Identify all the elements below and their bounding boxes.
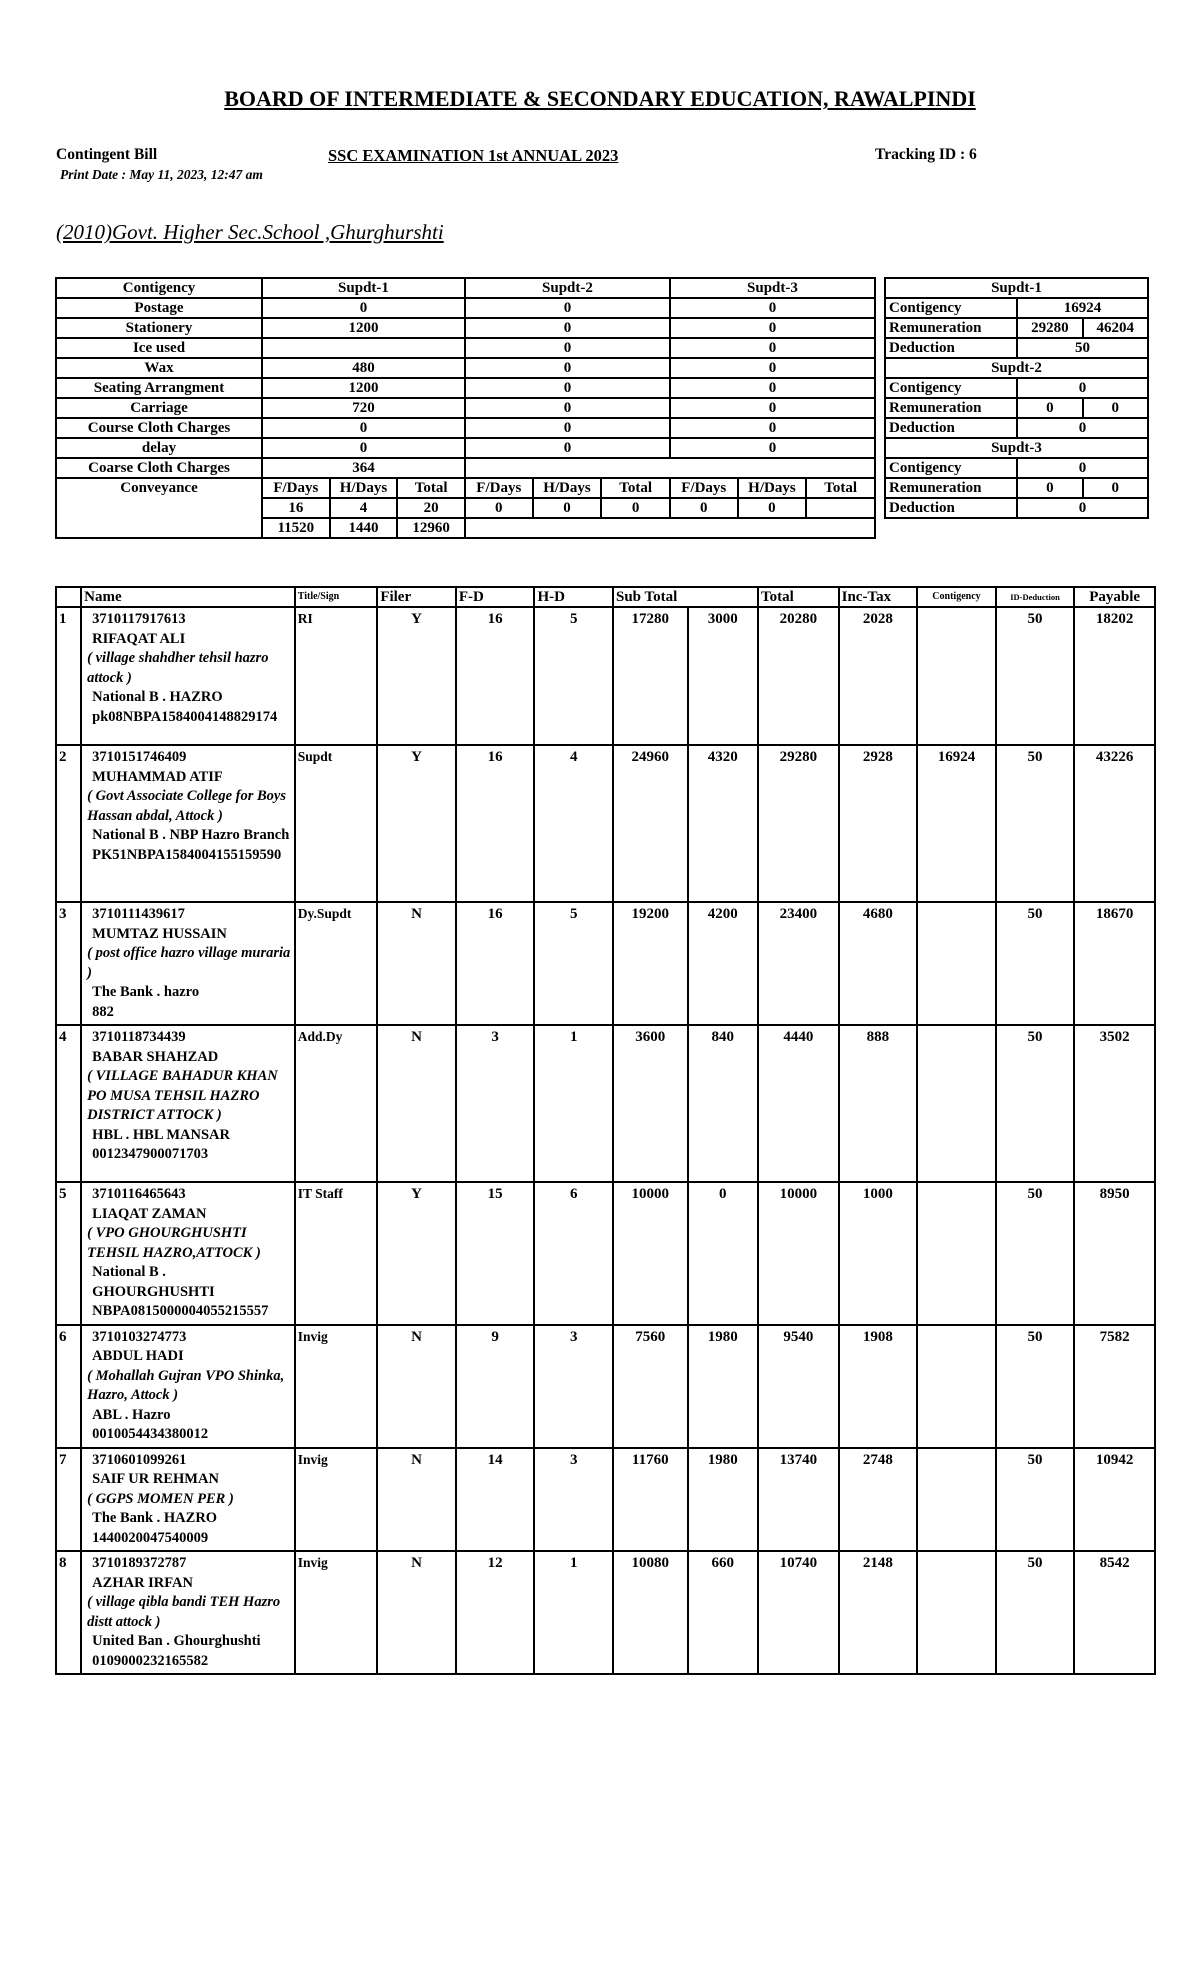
conv-header: H/Days <box>533 478 602 498</box>
conv-s3-days: 0 <box>738 498 807 518</box>
supdt1-value: 0 <box>262 438 465 458</box>
account-number: pk08NBPA1584004148829174 <box>92 708 278 725</box>
half-days: 6 <box>534 1182 613 1325</box>
payable: 7582 <box>1074 1325 1155 1448</box>
supdt1-value: 720 <box>262 398 465 418</box>
contingency-row <box>56 438 875 458</box>
total: 29280 <box>758 745 839 902</box>
staff-name: MUHAMMAD ATIF <box>92 768 223 785</box>
subtotal-1: 3600 <box>613 1025 688 1182</box>
conv-s2-days: 0 <box>601 498 670 518</box>
conv-s1-days: 4 <box>330 498 398 518</box>
supdt2-value: 0 <box>465 398 670 418</box>
deduction-value: 0 <box>1017 498 1148 518</box>
contingency-table <box>55 277 876 539</box>
subtotal-2: 3000 <box>688 607 759 745</box>
row-label: Wax <box>56 358 262 378</box>
staff-header-row <box>56 587 1155 607</box>
coarse-row <box>56 458 875 478</box>
bank-name: National B . HAZRO <box>92 689 223 705</box>
staff-details <box>81 902 295 1025</box>
contigency-value: 0 <box>1017 378 1148 398</box>
board-title: BOARD OF INTERMEDIATE & SECONDARY EDUCATION, RAWALPINDI <box>224 86 976 111</box>
payable: 10942 <box>1074 1448 1155 1552</box>
summary-title-row <box>885 278 1148 298</box>
half-days: 5 <box>534 607 613 745</box>
summary-title: Supdt-1 <box>885 278 1148 298</box>
contigency <box>917 1448 996 1552</box>
cnic: 3710118734439 <box>92 1029 186 1045</box>
id-deduction: 50 <box>996 745 1075 902</box>
conv-header: Total <box>806 478 875 498</box>
supdt1-value: 1200 <box>262 318 465 338</box>
half-days: 3 <box>534 1448 613 1552</box>
conv-s2-days: 0 <box>465 498 533 518</box>
remuneration-label: Remuneration <box>885 398 1017 418</box>
filer: Y <box>377 607 456 745</box>
summary-table <box>884 277 1149 519</box>
subtotal-1: 10000 <box>613 1182 688 1325</box>
row-label: Ice used <box>56 338 262 358</box>
conv-s1-amount: 1440 <box>330 518 398 538</box>
income-tax: 4680 <box>839 902 918 1025</box>
full-days: 12 <box>456 1551 535 1674</box>
summary-title-row <box>885 358 1148 378</box>
summary-deduction-row <box>885 418 1148 438</box>
subtotal-1: 17280 <box>613 607 688 745</box>
title-sign: Add.Dy <box>295 1025 378 1182</box>
supdt2-value: 0 <box>465 298 670 318</box>
contigency <box>917 1182 996 1325</box>
conv-header: F/Days <box>262 478 330 498</box>
contingency-label-header: Contigency <box>56 278 262 298</box>
income-tax: 2928 <box>839 745 918 902</box>
row-label: Coarse Cloth Charges <box>56 458 262 478</box>
summary-title: Supdt-3 <box>885 438 1148 458</box>
header-payable: Payable <box>1074 587 1155 607</box>
payable: 8950 <box>1074 1182 1155 1325</box>
cnic: 3710601099261 <box>92 1451 187 1468</box>
cnic: 3710103274773 <box>92 1328 187 1345</box>
conv-header: F/Days <box>465 478 533 498</box>
id-deduction: 50 <box>996 607 1075 745</box>
contigency <box>917 1025 996 1182</box>
summary-deduction-row <box>885 338 1148 358</box>
total: 10000 <box>758 1182 839 1325</box>
account-number: PK51NBPA1584004155159590 <box>92 846 282 863</box>
staff-row <box>56 1025 1155 1182</box>
staff-details <box>81 1325 295 1448</box>
cnic: 3710111439617 <box>92 906 185 922</box>
row-label: Postage <box>56 298 262 318</box>
filer: N <box>377 1025 456 1182</box>
conveyance-header-row <box>56 478 875 498</box>
title-sign: Supdt <box>295 745 378 902</box>
blank <box>465 518 875 538</box>
id-deduction: 50 <box>996 1025 1075 1182</box>
staff-row <box>56 1182 1155 1325</box>
supdt3-value: 0 <box>670 298 875 318</box>
title-sign: Invig <box>295 1551 378 1674</box>
staff-details <box>81 1025 295 1182</box>
contigency <box>917 607 996 745</box>
filer: N <box>377 1448 456 1552</box>
row-label: Carriage <box>56 398 262 418</box>
subtotal-2: 840 <box>688 1025 759 1182</box>
contingency-header-row <box>56 278 875 298</box>
subtotal-2: 1980 <box>688 1448 759 1552</box>
row-number: 5 <box>56 1182 81 1325</box>
staff-details <box>81 1551 295 1674</box>
conv-s1-amount: 11520 <box>262 518 330 538</box>
payable: 18670 <box>1074 902 1155 1025</box>
conv-s1-days: 16 <box>262 498 330 518</box>
exam-title: SSC EXAMINATION 1st ANNUAL 2023 <box>328 146 619 165</box>
title-sign: Invig <box>295 1448 378 1552</box>
staff-address: ( VPO GHOURGHUSHTI TEHSIL HAZRO,ATTOCK ) <box>87 1225 261 1261</box>
bill-type: Contingent Bill <box>56 146 158 163</box>
deduction-label: Deduction <box>885 338 1017 358</box>
staff-address: ( post office hazro village muraria ) <box>87 945 291 981</box>
total: 13740 <box>758 1448 839 1552</box>
remuneration-value: 0 <box>1017 398 1082 418</box>
contingency-row <box>56 358 875 378</box>
staff-details <box>81 607 295 745</box>
title-sign: RI <box>295 607 378 745</box>
deduction-value: 0 <box>1017 418 1148 438</box>
conv-header: Total <box>397 478 465 498</box>
id-deduction: 50 <box>996 1448 1075 1552</box>
contigency <box>917 902 996 1025</box>
title-sign: Invig <box>295 1325 378 1448</box>
staff-name: MUMTAZ HUSSAIN <box>92 925 227 942</box>
staff-address: ( village qibla bandi TEH Hazro distt attock ) <box>87 1594 281 1630</box>
staff-address: ( Govt Associate College for Boys Hassan abdal, Attock ) <box>87 788 286 824</box>
header-name: Name <box>81 587 295 607</box>
contigency-value: 16924 <box>1017 298 1148 318</box>
supdt1-value: 364 <box>262 458 465 478</box>
full-days: 16 <box>456 607 535 745</box>
supdt3-value: 0 <box>670 338 875 358</box>
summary-remuneration-row <box>885 478 1148 498</box>
title-sign: Dy.Supdt <box>295 902 378 1025</box>
total: 23400 <box>758 902 839 1025</box>
half-days: 5 <box>534 902 613 1025</box>
filer: N <box>377 1551 456 1674</box>
subtotal-2: 1980 <box>688 1325 759 1448</box>
supdt3-value: 0 <box>670 318 875 338</box>
staff-details <box>81 745 295 902</box>
print-date: Print Date : May 11, 2023, 12:47 am <box>60 167 263 182</box>
filer: N <box>377 1325 456 1448</box>
staff-row <box>56 745 1155 902</box>
supdt2-value: 0 <box>465 438 670 458</box>
bank-name: National B . GHOURGHUSHTI <box>92 1264 215 1300</box>
total: 9540 <box>758 1325 839 1448</box>
bank-name: United Ban . Ghourghushti <box>92 1633 261 1649</box>
subtotal-2: 4200 <box>688 902 759 1025</box>
staff-name: RIFAQAT ALI <box>92 630 186 647</box>
account-number: 0010054434380012 <box>92 1426 209 1442</box>
payable: 8542 <box>1074 1551 1155 1674</box>
supdt2-value: 0 <box>465 318 670 338</box>
supdt1-value <box>262 338 465 358</box>
contingency-row <box>56 378 875 398</box>
bank-name: National B . NBP Hazro Branch <box>92 827 290 843</box>
supdt3-value: 0 <box>670 358 875 378</box>
summary-contigency-row <box>885 378 1148 398</box>
supdt3-header: Supdt-3 <box>670 278 875 298</box>
supdt2-header: Supdt-2 <box>465 278 670 298</box>
summary-contigency-row <box>885 298 1148 318</box>
full-days: 16 <box>456 902 535 1025</box>
half-days: 3 <box>534 1325 613 1448</box>
payable: 3502 <box>1074 1025 1155 1182</box>
header-hd: H-D <box>534 587 613 607</box>
contigency-label: Contigency <box>885 458 1017 478</box>
bank-name: HBL . HBL MANSAR <box>92 1126 230 1143</box>
account-number: 0012347900071703 <box>92 1146 209 1162</box>
staff-details <box>81 1182 295 1325</box>
staff-row <box>56 1325 1155 1448</box>
id-deduction: 50 <box>996 1551 1075 1674</box>
supdt3-value: 0 <box>670 438 875 458</box>
income-tax: 2148 <box>839 1551 918 1674</box>
conv-s3-days: 0 <box>670 498 738 518</box>
row-number: 4 <box>56 1025 81 1182</box>
account-number: 1440020047540009 <box>92 1529 209 1546</box>
subtotal-2: 4320 <box>688 745 759 902</box>
full-days: 16 <box>456 745 535 902</box>
subtotal-1: 7560 <box>613 1325 688 1448</box>
payable: 43226 <box>1074 745 1155 902</box>
remuneration-label: Remuneration <box>885 478 1017 498</box>
supdt2-value: 0 <box>465 378 670 398</box>
supdt3-value: 0 <box>670 398 875 418</box>
header-filer: Filer <box>377 587 456 607</box>
full-days: 14 <box>456 1448 535 1552</box>
summary-title-row <box>885 438 1148 458</box>
contingency-row <box>56 338 875 358</box>
remuneration-label: Remuneration <box>885 318 1017 338</box>
supdt1-value: 1200 <box>262 378 465 398</box>
deduction-label: Deduction <box>885 418 1017 438</box>
row-number: 7 <box>56 1448 81 1552</box>
subtotal-2: 660 <box>688 1551 759 1674</box>
header-total: Total <box>758 587 839 607</box>
row-number: 8 <box>56 1551 81 1674</box>
filer: Y <box>377 745 456 902</box>
staff-row <box>56 607 1155 745</box>
contigency: 16924 <box>917 745 996 902</box>
deduction-label: Deduction <box>885 498 1017 518</box>
staff-name: BABAR SHAHZAD <box>92 1048 219 1065</box>
bank-name: The Bank . HAZRO <box>92 1510 218 1526</box>
account-number: 0109000232165582 <box>92 1652 209 1669</box>
account-number: NBPA0815000004055215557 <box>92 1303 269 1319</box>
remuneration-value: 0 <box>1017 478 1082 498</box>
payable: 18202 <box>1074 607 1155 745</box>
half-days: 1 <box>534 1025 613 1182</box>
income-tax: 1000 <box>839 1182 918 1325</box>
row-label: delay <box>56 438 262 458</box>
conv-header: H/Days <box>738 478 807 498</box>
staff-address: ( Mohallah Gujran VPO Shinka, Hazro, Attock ) <box>87 1367 285 1403</box>
full-days: 15 <box>456 1182 535 1325</box>
summary-remuneration-row <box>885 398 1148 418</box>
subtotal-1: 10080 <box>613 1551 688 1674</box>
deduction-value: 50 <box>1017 338 1148 358</box>
income-tax: 888 <box>839 1025 918 1182</box>
row-number: 6 <box>56 1325 81 1448</box>
staff-row <box>56 1448 1155 1552</box>
header-inctax: Inc-Tax <box>839 587 918 607</box>
header-contigency: Contigency <box>917 587 996 607</box>
subtotal-2: 0 <box>688 1182 759 1325</box>
summary-deduction-row <box>885 498 1148 518</box>
contingency-row <box>56 318 875 338</box>
id-deduction: 50 <box>996 1182 1075 1325</box>
staff-address: ( VILLAGE BAHADUR KHAN PO MUSA TEHSIL HAZRO DISTRICT ATTOCK ) <box>87 1068 278 1123</box>
staff-address: ( GGPS MOMEN PER ) <box>87 1490 234 1507</box>
supdt2-value: 0 <box>465 338 670 358</box>
row-number: 1 <box>56 607 81 745</box>
contingency-row <box>56 418 875 438</box>
remuneration-value: 29280 <box>1017 318 1082 338</box>
id-deduction: 50 <box>996 902 1075 1025</box>
conv-header: H/Days <box>330 478 398 498</box>
subtotal-1: 19200 <box>613 902 688 1025</box>
staff-name: LIAQAT ZAMAN <box>92 1205 207 1222</box>
bank-name: ABL . Hazro <box>92 1406 171 1423</box>
row-label: Seating Arrangment <box>56 378 262 398</box>
summary-contigency-row <box>885 458 1148 478</box>
cnic: 3710151746409 <box>92 749 187 765</box>
total: 10740 <box>758 1551 839 1674</box>
contigency-value: 0 <box>1017 458 1148 478</box>
account-number: 882 <box>92 1003 114 1020</box>
staff-name: ABDUL HADI <box>92 1348 184 1364</box>
summary-title: Supdt-2 <box>885 358 1148 378</box>
supdt2-value: 0 <box>465 358 670 378</box>
staff-name: AZHAR IRFAN <box>92 1574 193 1591</box>
title-sign: IT Staff <box>295 1182 378 1325</box>
blank <box>806 498 875 518</box>
staff-name: SAIF UR REHMAN <box>92 1471 219 1487</box>
remuneration-total: 0 <box>1083 478 1148 498</box>
income-tax: 1908 <box>839 1325 918 1448</box>
supdt1-value: 0 <box>262 298 465 318</box>
filer: Y <box>377 1182 456 1325</box>
subtotal-1: 11760 <box>613 1448 688 1552</box>
staff-table <box>55 586 1156 1675</box>
tracking-id: Tracking ID : 6 <box>875 146 977 163</box>
staff-details <box>81 1448 295 1552</box>
full-days: 3 <box>456 1025 535 1182</box>
contigency <box>917 1325 996 1448</box>
half-days: 1 <box>534 1551 613 1674</box>
staff-row <box>56 902 1155 1025</box>
supdt1-value: 480 <box>262 358 465 378</box>
full-days: 9 <box>456 1325 535 1448</box>
header-title: Title/Sign <box>295 587 378 607</box>
contigency-label: Contigency <box>885 378 1017 398</box>
income-tax: 2748 <box>839 1448 918 1552</box>
school-name: (2010)Govt. Higher Sec.School ,Ghurghurshti <box>56 220 444 244</box>
conveyance-label: Conveyance <box>56 478 262 538</box>
supdt3-value: 0 <box>670 418 875 438</box>
id-deduction: 50 <box>996 1325 1075 1448</box>
supdt2-value: 0 <box>465 418 670 438</box>
bank-name: The Bank . hazro <box>92 984 200 1000</box>
staff-address: ( village shahdher tehsil hazro attock ) <box>87 650 269 686</box>
header-subtotal: Sub Total <box>613 587 758 607</box>
cnic: 3710116465643 <box>92 1186 186 1202</box>
remuneration-total: 0 <box>1083 398 1148 418</box>
row-number: 2 <box>56 745 81 902</box>
half-days: 4 <box>534 745 613 902</box>
conv-header: Total <box>601 478 670 498</box>
conv-s1-amount: 12960 <box>397 518 465 538</box>
cnic: 3710189372787 <box>92 1555 187 1571</box>
conv-header: F/Days <box>670 478 738 498</box>
filer: N <box>377 902 456 1025</box>
contigency <box>917 1551 996 1674</box>
summary-remuneration-row <box>885 318 1148 338</box>
remuneration-total: 46204 <box>1083 318 1148 338</box>
supdt1-value: 0 <box>262 418 465 438</box>
conv-s1-days: 20 <box>397 498 465 518</box>
supdt1-header: Supdt-1 <box>262 278 465 298</box>
subtotal-1: 24960 <box>613 745 688 902</box>
header-fd: F-D <box>456 587 535 607</box>
staff-row <box>56 1551 1155 1674</box>
total: 20280 <box>758 607 839 745</box>
contigency-label: Contigency <box>885 298 1017 318</box>
row-number: 3 <box>56 902 81 1025</box>
row-label: Stationery <box>56 318 262 338</box>
supdt3-value: 0 <box>670 378 875 398</box>
row-label: Course Cloth Charges <box>56 418 262 438</box>
total: 4440 <box>758 1025 839 1182</box>
contingency-row <box>56 298 875 318</box>
cnic: 3710117917613 <box>92 611 186 627</box>
conv-s2-days: 0 <box>533 498 602 518</box>
income-tax: 2028 <box>839 607 918 745</box>
header-iddeduction: ID-Deduction <box>996 587 1075 607</box>
empty-cell <box>465 458 875 478</box>
contingency-row <box>56 398 875 418</box>
